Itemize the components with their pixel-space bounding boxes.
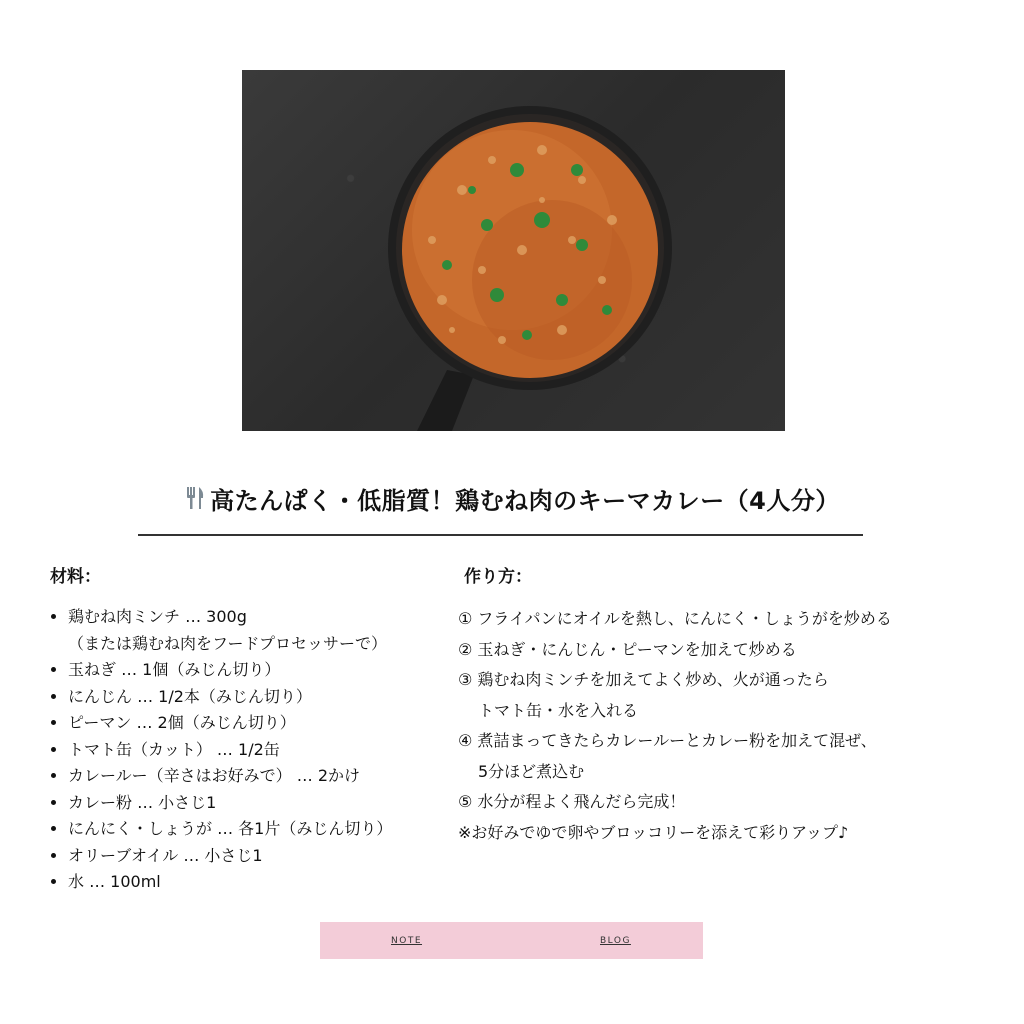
ingredient-item: • カレールー（辛さはお好みで） … 2かけ [68,763,468,790]
ingredient-item: • カレー粉 … 小さじ1 [68,790,468,817]
ingredient-list [48,604,468,896]
recipe-title [0,478,1024,518]
method-step: ① フライパンにオイルを熱し、にんにく・しょうがを炒める [458,609,892,628]
footer-link-bar [320,922,703,959]
ingredient-item: • にんにく・しょうが … 各1片（みじん切り） [68,816,468,843]
method-step: ③ 鶏むね肉ミンチを加えてよく炒め、火が通ったら トマト缶・水を入れる [458,665,998,726]
ingredient-item: • 水 … 100ml [68,869,468,896]
footer-link-note[interactable]: NOTE [391,936,423,946]
method-step: ② 玉ねぎ・にんじん・ピーマンを加えて炒める [458,639,797,659]
ingredient-item: • 玉ねぎ … 1個（みじん切り） [68,657,468,684]
method-steps [458,604,998,848]
recipe-title-text: 高たんぱく・低脂質！鶏むね肉のキーマカレー（4人分） [210,486,840,515]
method-step: ④ 煮詰まってきたらカレールーとカレー粉を加えて混ぜ、 5分ほど煮込む [458,726,998,787]
ingredients-heading: 材料： [50,567,101,587]
ingredient-item: • オリーブオイル … 小さじ1 [68,843,468,870]
method-step: ⑤ 水分が程よく飛んだら完成！ [458,792,686,811]
ingredient-item: • 鶏むね肉ミンチ … 300g （または鶏むね肉をフードプロセッサーで） [68,604,468,657]
ingredient-note: （または鶏むね肉をフードプロセッサーで） [68,633,388,653]
method-tip: ※お好みでゆで卵やブロッコリーを添えて彩りアップ♪ [458,822,849,842]
skillet-illustration [242,70,785,431]
method-heading: 作り方： [464,567,532,587]
ingredient-item: • トマト缶（カット） … 1/2缶 [68,737,468,764]
hero-photo-keema-curry [242,70,785,431]
ingredient-item: • ピーマン … 2個（みじん切り） [68,710,468,737]
fork-knife-icon [184,485,206,511]
method-step-continuation: 5分ほど煮込む [478,761,585,781]
ingredient-item: • にんじん … 1/2本（みじん切り） [68,684,468,711]
title-divider [138,534,863,536]
footer-link-blog[interactable]: BLOG [600,936,631,946]
method-step-continuation: トマト缶・水を入れる [478,700,639,720]
